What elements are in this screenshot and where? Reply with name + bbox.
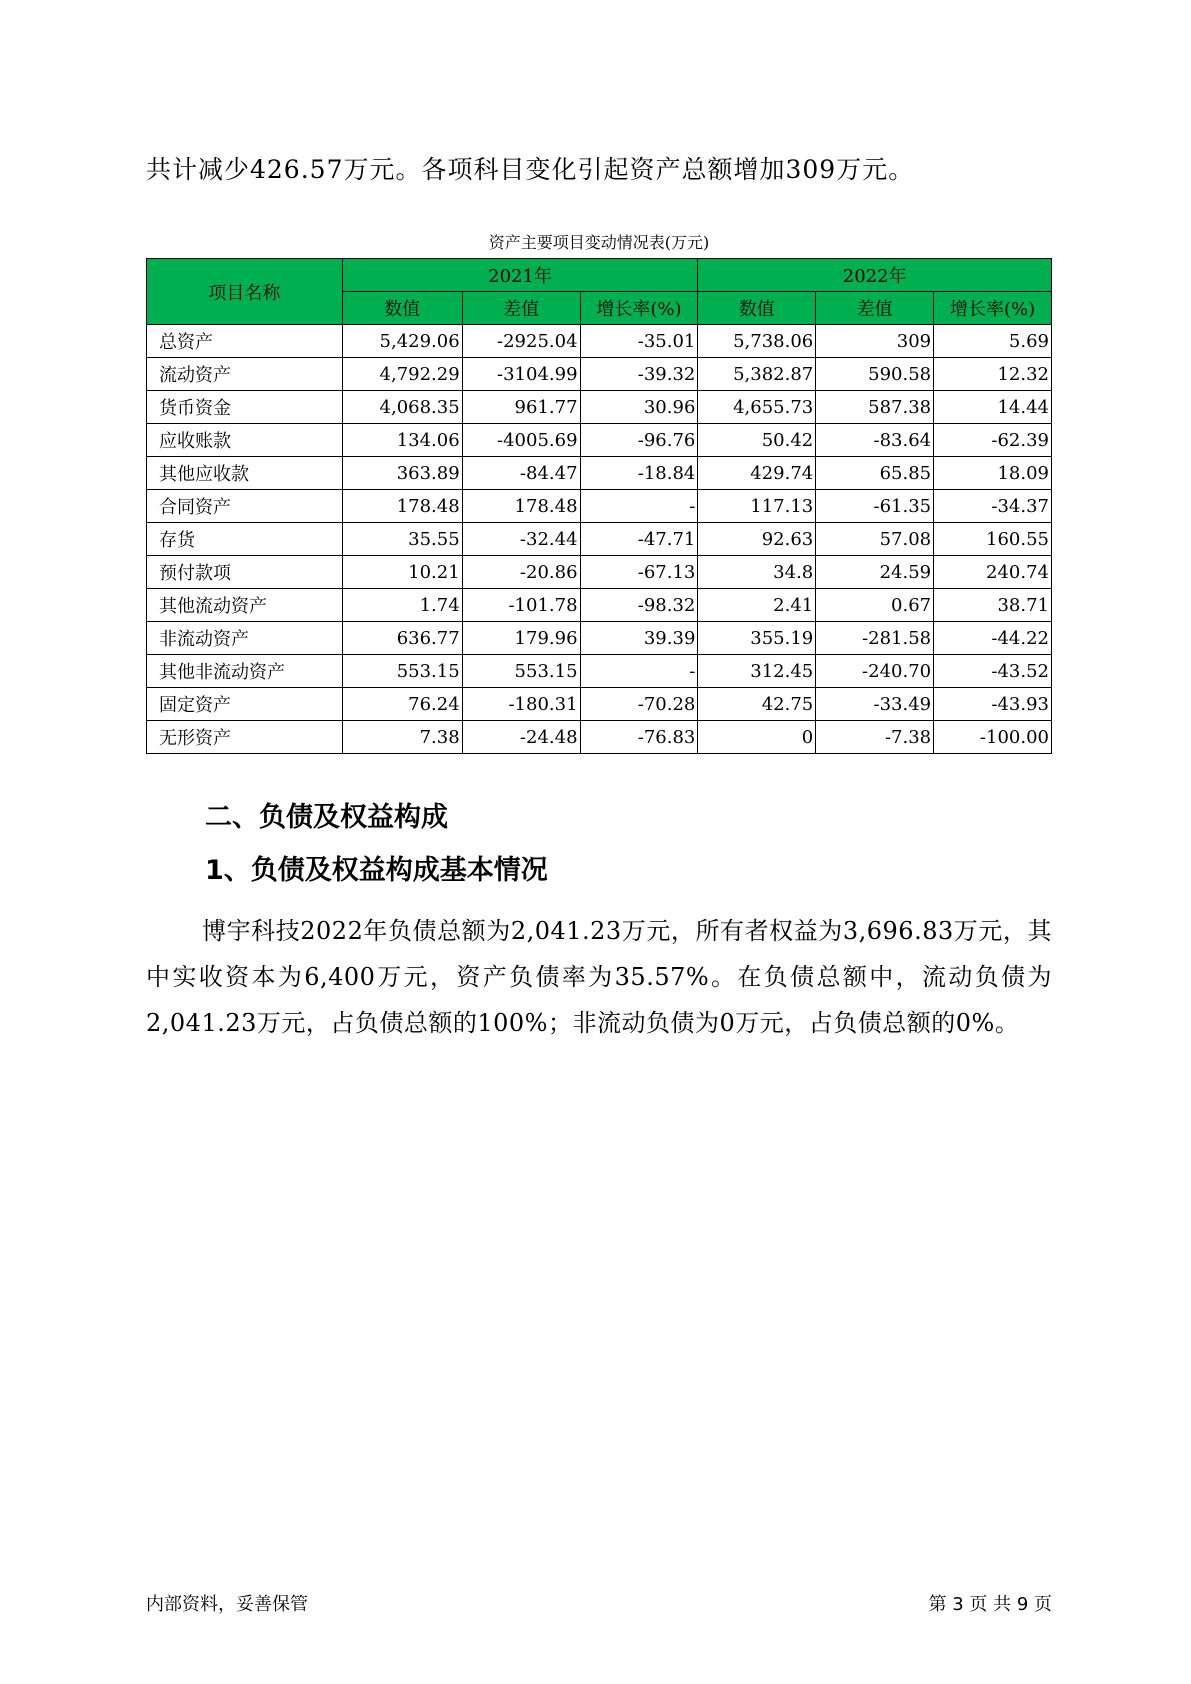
- table-cell: 178.48: [342, 490, 462, 523]
- table-cell: 636.77: [342, 622, 462, 655]
- table-cell: 65.85: [816, 457, 934, 490]
- table-cell: 50.42: [698, 424, 816, 457]
- row-label: 总资产: [147, 325, 343, 358]
- table-row: [147, 721, 1052, 754]
- table-cell: -47.71: [580, 523, 698, 556]
- row-label: 非流动资产: [147, 622, 343, 655]
- table-cell: -39.32: [580, 358, 698, 391]
- table-cell: -35.01: [580, 325, 698, 358]
- column-header-diff: 差值: [816, 292, 934, 325]
- table-cell: 24.59: [816, 556, 934, 589]
- table-cell: -2925.04: [462, 325, 580, 358]
- table-cell: -101.78: [462, 589, 580, 622]
- asset-change-table: [146, 258, 1052, 754]
- table-row: [147, 490, 1052, 523]
- table-cell: -: [580, 655, 698, 688]
- table-cell: 35.55: [342, 523, 462, 556]
- row-label: 合同资产: [147, 490, 343, 523]
- table-cell: 92.63: [698, 523, 816, 556]
- table-header-row-years: [147, 259, 1052, 292]
- section-heading: 二、负债及权益构成: [205, 802, 448, 833]
- table-cell: -24.48: [462, 721, 580, 754]
- table-cell: 4,792.29: [342, 358, 462, 391]
- table-cell: 363.89: [342, 457, 462, 490]
- table-cell: 553.15: [462, 655, 580, 688]
- row-label: 货币资金: [147, 391, 343, 424]
- table-cell: 34.8: [698, 556, 816, 589]
- table-cell: -83.64: [816, 424, 934, 457]
- row-label: 应收账款: [147, 424, 343, 457]
- table-cell: 0: [698, 721, 816, 754]
- table-cell: 0.67: [816, 589, 934, 622]
- row-label: 无形资产: [147, 721, 343, 754]
- table-cell: 14.44: [934, 391, 1052, 424]
- row-label: 其他非流动资产: [147, 655, 343, 688]
- table-cell: 2.41: [698, 589, 816, 622]
- column-header-name: 项目名称: [147, 259, 343, 325]
- row-label: 固定资产: [147, 688, 343, 721]
- table-cell: 117.13: [698, 490, 816, 523]
- table-row: [147, 688, 1052, 721]
- table-cell: 160.55: [934, 523, 1052, 556]
- table-cell: 18.09: [934, 457, 1052, 490]
- table-cell: -43.93: [934, 688, 1052, 721]
- table-cell: -62.39: [934, 424, 1052, 457]
- table-cell: 553.15: [342, 655, 462, 688]
- row-label: 存货: [147, 523, 343, 556]
- table-cell: 5,382.87: [698, 358, 816, 391]
- table-cell: -: [580, 490, 698, 523]
- table-cell: 30.96: [580, 391, 698, 424]
- table-row: [147, 523, 1052, 556]
- table-cell: -7.38: [816, 721, 934, 754]
- row-label: 流动资产: [147, 358, 343, 391]
- row-label: 其他应收款: [147, 457, 343, 490]
- table-cell: 1.74: [342, 589, 462, 622]
- table-cell: 4,655.73: [698, 391, 816, 424]
- table-row: [147, 556, 1052, 589]
- table-cell: 961.77: [462, 391, 580, 424]
- table-cell: 4,068.35: [342, 391, 462, 424]
- column-header-value: 数值: [698, 292, 816, 325]
- table-cell: -98.32: [580, 589, 698, 622]
- table-cell: 39.39: [580, 622, 698, 655]
- table-cell: -96.76: [580, 424, 698, 457]
- table-cell: 5.69: [934, 325, 1052, 358]
- table-row: [147, 589, 1052, 622]
- column-header-year-2021: 2021年: [342, 259, 698, 292]
- table-cell: -61.35: [816, 490, 934, 523]
- table-row: [147, 325, 1052, 358]
- table-cell: -33.49: [816, 688, 934, 721]
- table-cell: -4005.69: [462, 424, 580, 457]
- table-row: [147, 391, 1052, 424]
- column-header-diff: 差值: [462, 292, 580, 325]
- column-header-growth: 增长率(%): [580, 292, 698, 325]
- table-cell: 355.19: [698, 622, 816, 655]
- column-header-growth: 增长率(%): [934, 292, 1052, 325]
- column-header-value: 数值: [342, 292, 462, 325]
- table-cell: 179.96: [462, 622, 580, 655]
- table-cell: -20.86: [462, 556, 580, 589]
- table-cell: -3104.99: [462, 358, 580, 391]
- table-cell: 587.38: [816, 391, 934, 424]
- table-cell: 240.74: [934, 556, 1052, 589]
- table-row: [147, 358, 1052, 391]
- table-cell: -34.37: [934, 490, 1052, 523]
- body-paragraph: 博宇科技2022年负债总额为2,041.23万元，所有者权益为3,696.83万元，其中实收资本为6,400万元，资产负债率为35.57%。在负债总额中，流动负债为2,041.23万元，占负债总额的100%；非流动负债为0万元，占负债总额的0%。: [146, 917, 1052, 1037]
- table-cell: -18.84: [580, 457, 698, 490]
- table-cell: 178.48: [462, 490, 580, 523]
- footer-confidential-note: 内部资料，妥善保管: [146, 1594, 308, 1615]
- table-cell: -43.52: [934, 655, 1052, 688]
- table-body: [147, 325, 1052, 754]
- table-cell: 309: [816, 325, 934, 358]
- row-label: 预付款项: [147, 556, 343, 589]
- table-cell: -100.00: [934, 721, 1052, 754]
- table-cell: -240.70: [816, 655, 934, 688]
- table-cell: 5,738.06: [698, 325, 816, 358]
- table-cell: 590.58: [816, 358, 934, 391]
- table-cell: -281.58: [816, 622, 934, 655]
- table-cell: 76.24: [342, 688, 462, 721]
- table-cell: -84.47: [462, 457, 580, 490]
- table-cell: -32.44: [462, 523, 580, 556]
- table-cell: -44.22: [934, 622, 1052, 655]
- column-header-year-2022: 2022年: [698, 259, 1052, 292]
- table-cell: 57.08: [816, 523, 934, 556]
- row-label: 其他流动资产: [147, 589, 343, 622]
- table-row: [147, 457, 1052, 490]
- table-cell: -76.83: [580, 721, 698, 754]
- table-cell: -70.28: [580, 688, 698, 721]
- table-row: [147, 655, 1052, 688]
- table-cell: 5,429.06: [342, 325, 462, 358]
- table-cell: -67.13: [580, 556, 698, 589]
- table-cell: 12.32: [934, 358, 1052, 391]
- table-cell: -180.31: [462, 688, 580, 721]
- table-cell: 312.45: [698, 655, 816, 688]
- table-cell: 7.38: [342, 721, 462, 754]
- table-cell: 134.06: [342, 424, 462, 457]
- subsection-heading: 1、负债及权益构成基本情况: [205, 855, 548, 886]
- table-row: [147, 424, 1052, 457]
- intro-line: 共计减少426.57万元。各项科目变化引起资产总额增加309万元。: [146, 155, 915, 184]
- table-cell: 10.21: [342, 556, 462, 589]
- table-cell: 38.71: [934, 589, 1052, 622]
- table-cell: 429.74: [698, 457, 816, 490]
- table-cell: 42.75: [698, 688, 816, 721]
- table-row: [147, 622, 1052, 655]
- footer-page-number: 第 3 页 共 9 页: [928, 1594, 1052, 1615]
- table-caption: 资产主要项目变动情况表(万元): [488, 233, 710, 252]
